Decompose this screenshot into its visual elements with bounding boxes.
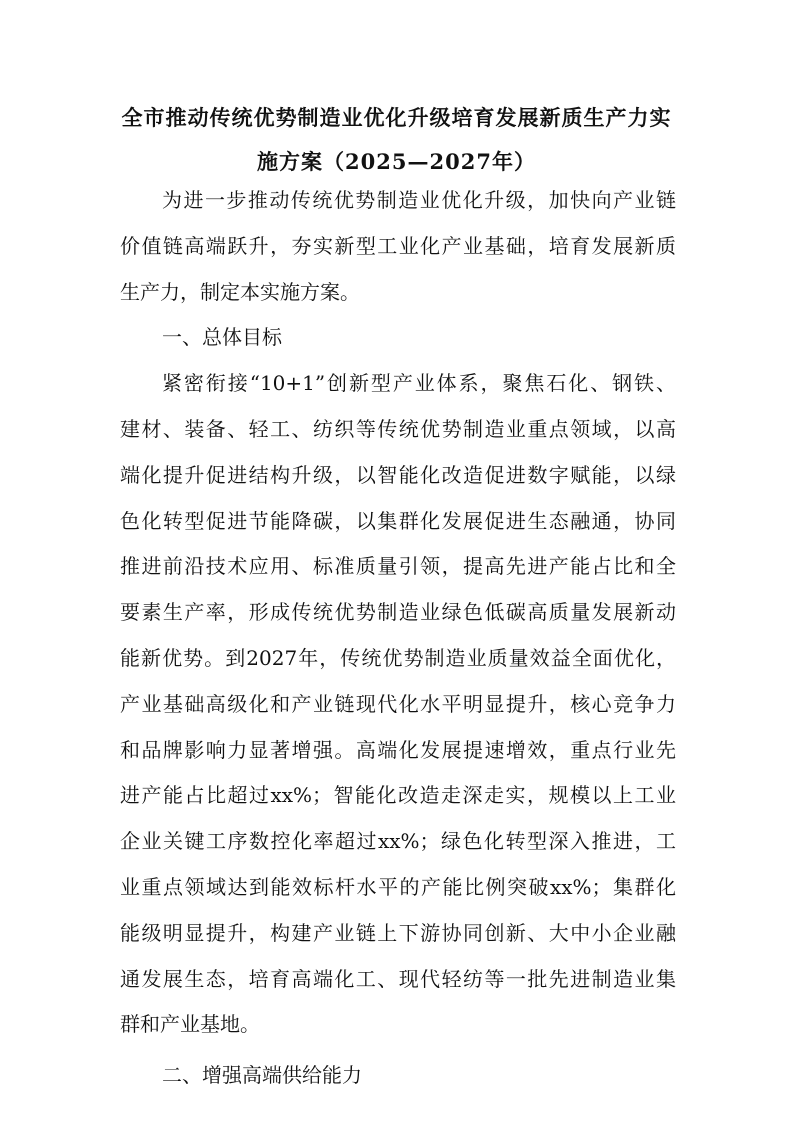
section-1-line: 能级明显提升，构建产业链上下游协同创新、大中小企业融 — [120, 920, 676, 945]
intro-line: 生产力，制定本实施方案。 — [120, 279, 360, 304]
section-1-line: 群和产业基地。 — [120, 1012, 260, 1037]
section-1-line: 端化提升促进结构升级，以智能化改造促进数字赋能，以绿 — [120, 462, 676, 487]
document-body — [120, 178, 676, 1099]
intro-line: 为进一步推动传统优势制造业优化升级，加快向产业链 — [162, 188, 676, 212]
section-1-line: 和品牌影响力显著增强。高端化发展提速增效，重点行业先 — [120, 737, 676, 762]
section-1-line: 要素生产率，形成传统优势制造业绿色低碳高质量发展新动 — [120, 600, 676, 625]
section-1-line: 进产能占比超过xx%；智能化改造走深走实，规模以上工业 — [120, 783, 676, 808]
section-1-line: 企业关键工序数控化率超过xx%；绿色化转型深入推进，工 — [120, 829, 676, 854]
section-1-line: 推进前沿技术应用、标准质量引领，提高先进产能占比和全 — [120, 554, 676, 579]
section-1-line: 色化转型促进节能降碳，以集群化发展促进生态融通，协同 — [120, 508, 676, 533]
section-1-heading: 一、总体目标 — [162, 325, 282, 350]
section-1-line: 建材、装备、轻工、纺织等传统优势制造业重点领域，以高 — [120, 416, 676, 441]
intro-line: 价值链高端跃升，夯实新型工业化产业基础，培育发展新质 — [120, 233, 676, 258]
section-1-line: 紧密衔接“10+1”创新型产业体系，聚焦石化、钢铁、 — [162, 371, 676, 396]
document-title-line-2: 施方案（2025—2027年） — [257, 149, 536, 174]
section-1-line: 能新优势。到2027年，传统优势制造业质量效益全面优化， — [120, 645, 676, 670]
section-1-line: 业重点领域达到能效标杆水平的产能比例突破xx%；集群化 — [120, 874, 676, 899]
section-1-line: 通发展生态，培育高端化工、现代轻纺等一批先进制造业集 — [120, 966, 676, 991]
section-1-line: 产业基础高级化和产业链现代化水平明显提升，核心竞争力 — [120, 691, 676, 716]
section-2-heading: 二、增强高端供给能力 — [162, 1063, 362, 1088]
document-title-line-1: 全市推动传统优势制造业优化升级培育发展新质生产力实 — [121, 105, 672, 130]
